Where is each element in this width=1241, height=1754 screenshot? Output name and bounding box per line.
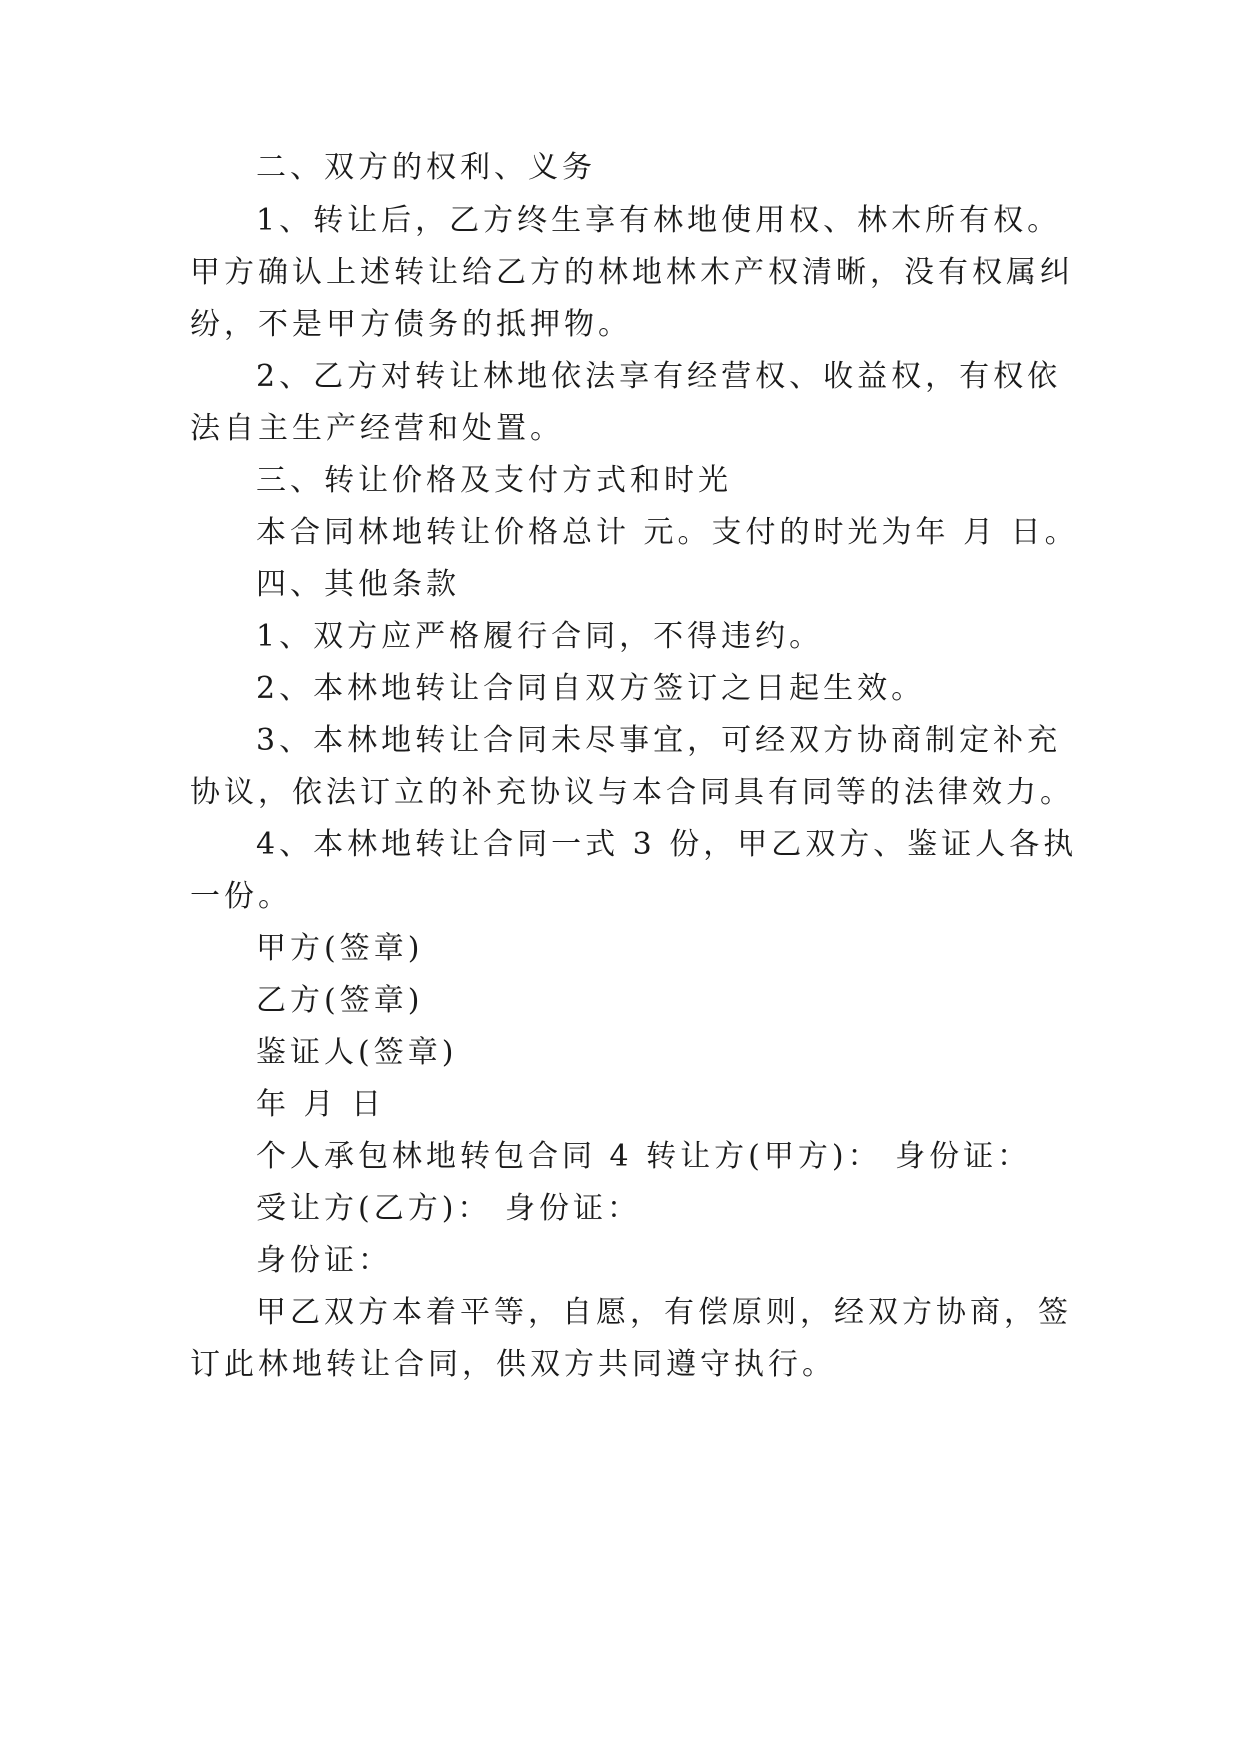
paragraph-line: 2、本林地转让合同自双方签订之日起生效。 xyxy=(256,671,926,706)
section-heading: 三、转让价格及支付方式和时光 xyxy=(256,463,732,498)
paragraph-line: 一份。 xyxy=(190,879,292,914)
signature-line-witness: 鉴证人(签章) xyxy=(256,1035,458,1070)
paragraph-line: 法自主生产经营和处置。 xyxy=(190,411,564,446)
paragraph-line: 受让方(乙方)： 身份证： xyxy=(256,1191,641,1226)
paragraph-line: 协议，依法订立的补充协议与本合同具有同等的法律效力。 xyxy=(190,775,1074,810)
paragraph-line: 1、转让后，乙方终生享有林地使用权、林木所有权。 xyxy=(256,203,1062,238)
paragraph-line: 身份证： xyxy=(256,1243,392,1278)
paragraph-line: 1、双方应严格履行合同，不得违约。 xyxy=(256,619,824,654)
paragraph-line: 本合同林地转让价格总计 元。支付的时光为年 月 日。 xyxy=(256,515,1079,550)
paragraph-line: 订此林地转让合同，供双方共同遵守执行。 xyxy=(190,1347,836,1382)
paragraph-line: 纷，不是甲方债务的抵押物。 xyxy=(190,307,632,342)
paragraph-line: 甲乙双方本着平等，自愿，有偿原则，经双方协商，签 xyxy=(256,1295,1072,1330)
paragraph-line: 2、乙方对转让林地依法享有经营权、收益权，有权依 xyxy=(256,359,1062,394)
paragraph-line: 个人承包林地转包合同 4 转让方(甲方)： 身份证： xyxy=(256,1139,1032,1174)
signature-line-party-b: 乙方(签章) xyxy=(256,983,424,1018)
paragraph-line: 4、本林地转让合同一式 3 份，甲乙双方、鉴证人各执 xyxy=(256,827,1078,862)
paragraph-line: 甲方确认上述转让给乙方的林地林木产权清晰，没有权属纠 xyxy=(190,255,1074,290)
section-heading: 二、双方的权利、义务 xyxy=(256,150,596,185)
date-line: 年 月 日 xyxy=(256,1087,386,1122)
paragraph-line: 3、本林地转让合同未尽事宜，可经双方协商制定补充 xyxy=(256,723,1062,758)
section-heading: 四、其他条款 xyxy=(256,567,460,602)
signature-line-party-a: 甲方(签章) xyxy=(256,931,424,966)
